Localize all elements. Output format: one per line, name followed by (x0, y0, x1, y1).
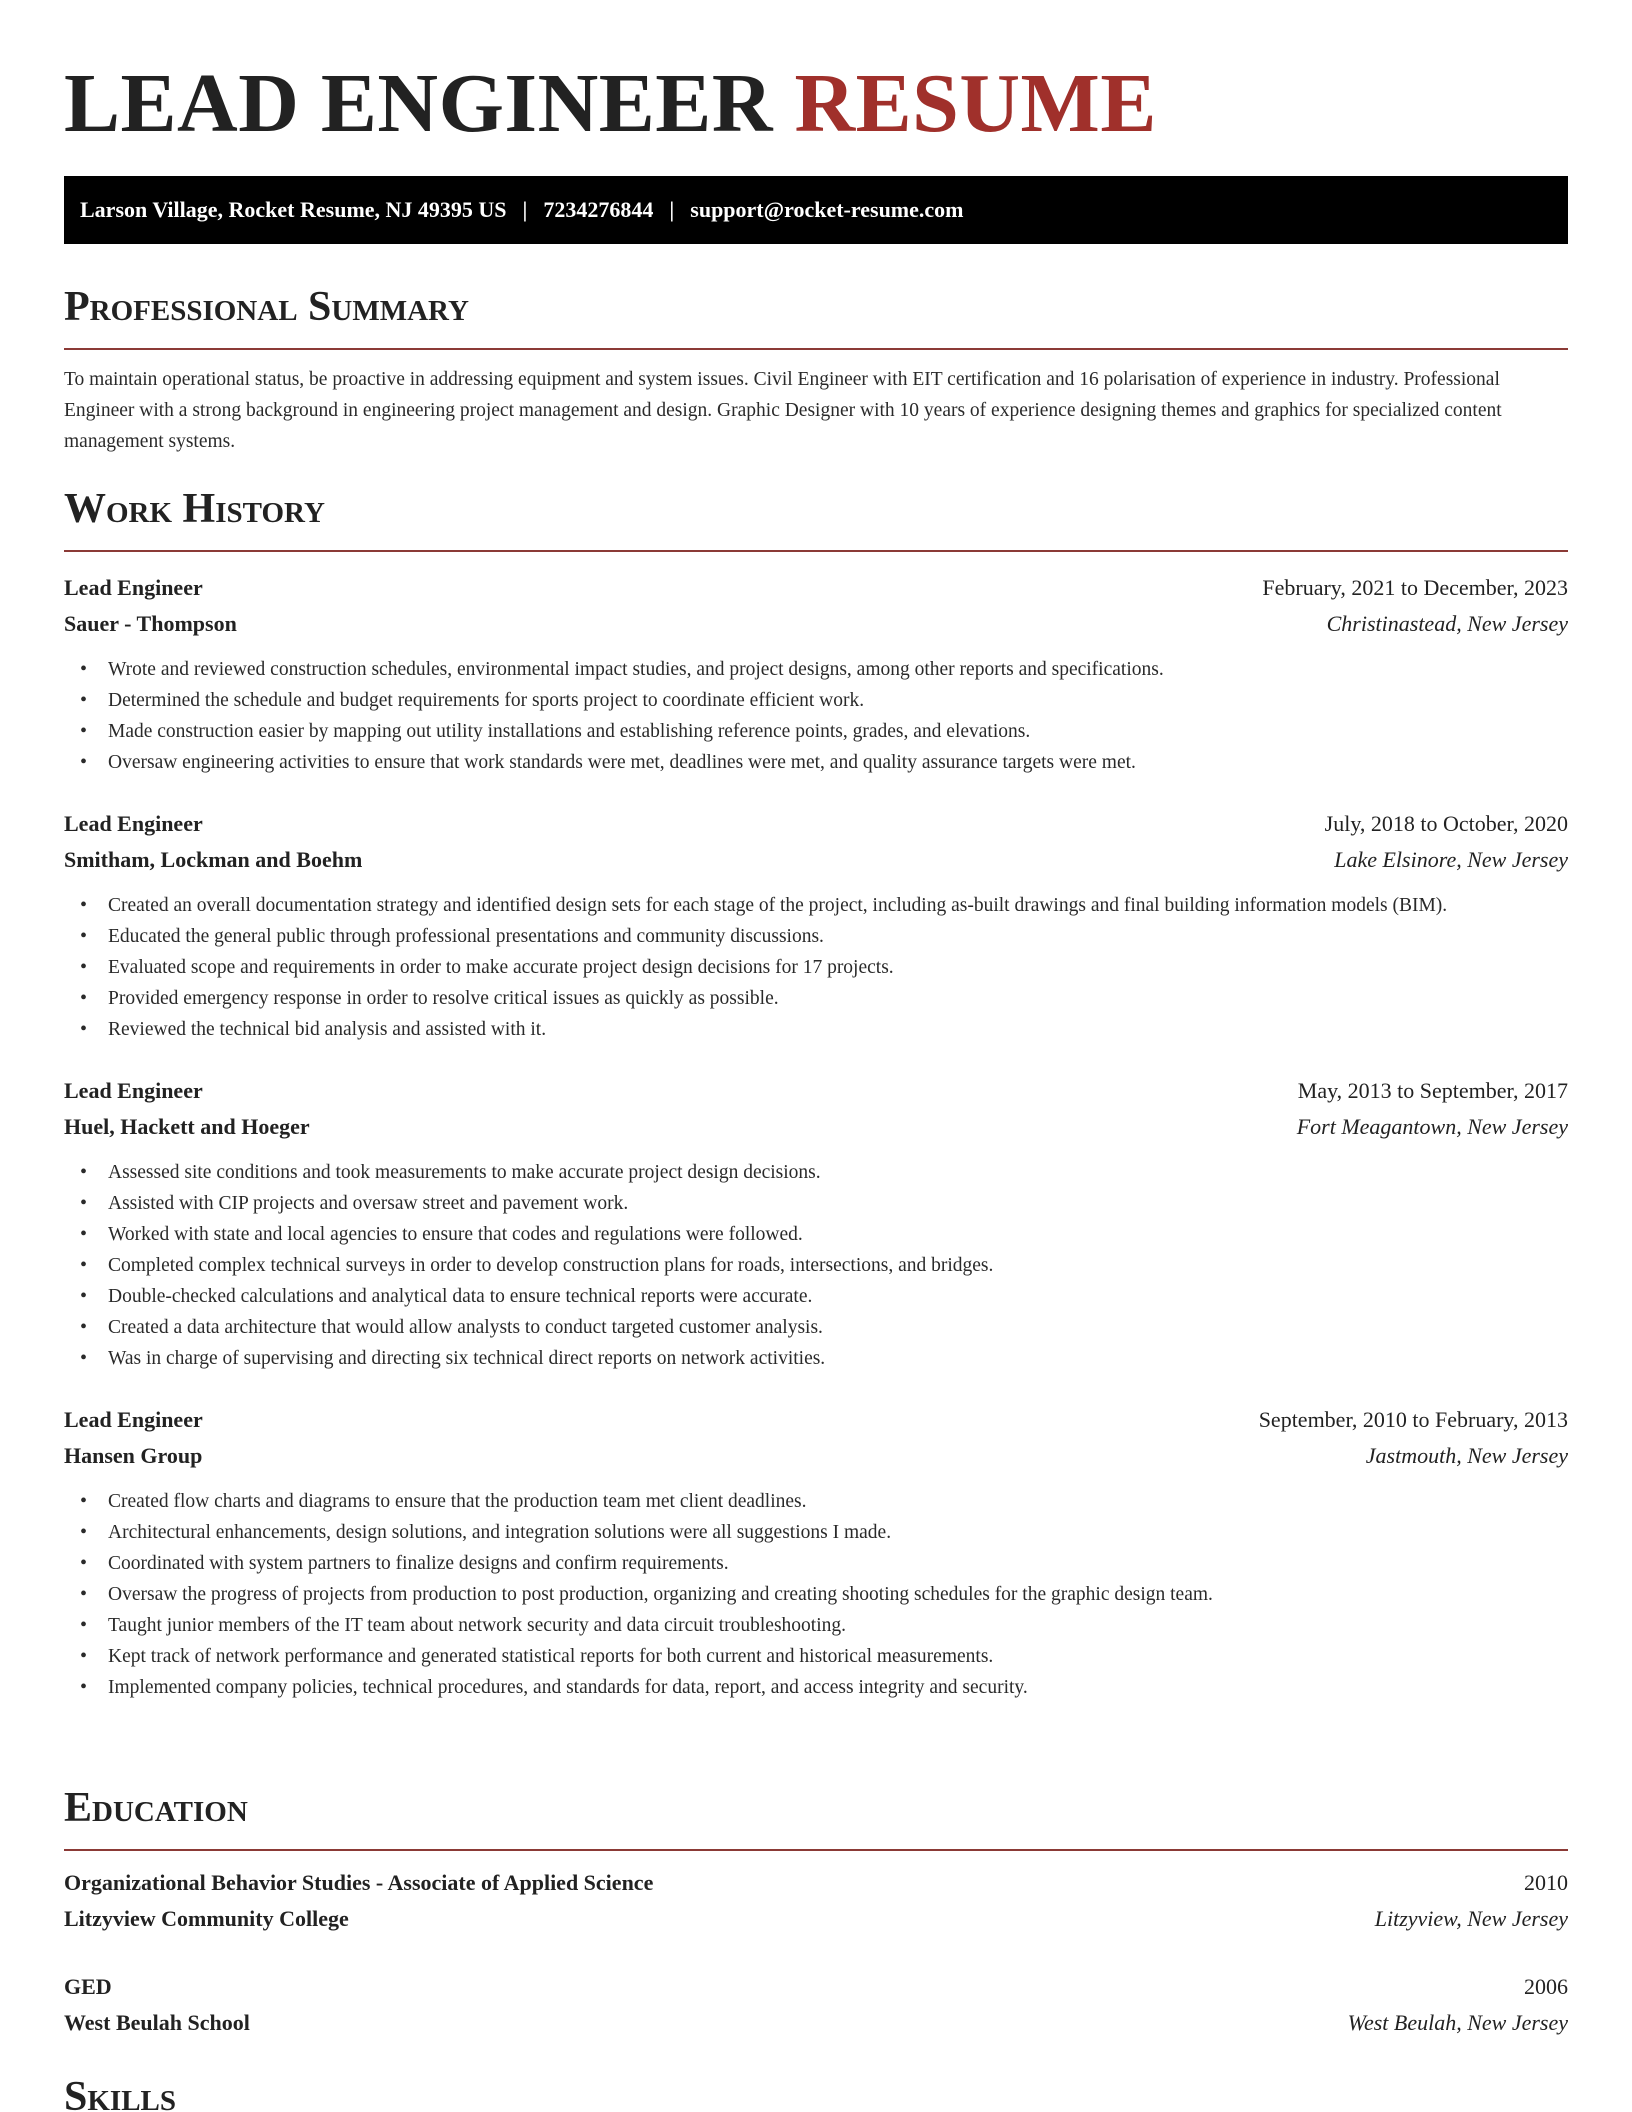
job-company: Smitham, Lockman and Boehm (64, 847, 363, 872)
list-item: • Assessed site conditions and took measurements to make accurate project design decisions. (64, 1157, 1568, 1188)
contact-separator: | (669, 197, 675, 222)
skills-section (64, 2072, 1568, 2112)
list-item: • Created an overall documentation strategy and identified design sets for each stage of the project, including as-built drawings and final building information models (BIM). (64, 890, 1568, 921)
job-company: Huel, Hackett and Hoeger (64, 1114, 310, 1139)
work-history-section (64, 484, 1568, 1703)
work-history-heading: Work History (64, 486, 325, 532)
section-divider (64, 550, 1568, 552)
job-title: Lead Engineer (64, 1078, 203, 1103)
list-item: • Provided emergency response in order to resolve critical issues as quickly as possible. (64, 983, 1568, 1014)
job-dates: May, 2013 to September, 2017 (1297, 1078, 1568, 1103)
job-entry (64, 1073, 1568, 1374)
list-item: • Assisted with CIP projects and oversaw street and pavement work. (64, 1188, 1568, 1219)
list-item: • Evaluated scope and requirements in order to make accurate project design decisions for 17 projects. (64, 952, 1568, 983)
job-location: Lake Elsinore, New Jersey (1334, 847, 1568, 872)
education-school: Litzyview Community College (64, 1906, 349, 1931)
job-entry (64, 1402, 1568, 1703)
contact-email: support@rocket-resume.com (690, 197, 964, 222)
list-item: • Completed complex technical surveys in order to develop construction plans for roads, intersections, and bridges. (64, 1250, 1568, 1281)
list-item: • Created flow charts and diagrams to ensure that the production team met client deadlines. (64, 1486, 1568, 1517)
list-item: • Coordinated with system partners to finalize designs and confirm requirements. (64, 1548, 1568, 1579)
education-year: 2010 (1524, 1870, 1568, 1895)
job-bullets (64, 1157, 1568, 1374)
title-accent: RESUME (794, 57, 1157, 150)
education-year: 2006 (1524, 1974, 1568, 1999)
list-item: • Was in charge of supervising and directing six technical direct reports on network activities. (64, 1343, 1568, 1374)
summary-heading: Professional Summary (64, 284, 469, 330)
education-school: West Beulah School (64, 2010, 250, 2035)
job-bullets (64, 1486, 1568, 1703)
education-degree: Organizational Behavior Studies - Associate of Applied Science (64, 1870, 654, 1895)
job-company: Hansen Group (64, 1443, 203, 1468)
list-item: • Oversaw the progress of projects from production to post production, organizing and creating shooting schedules for the graphic design team. (64, 1579, 1568, 1610)
list-item: • Wrote and reviewed construction schedules, environmental impact studies, and project designs, among other reports and specifications. (64, 654, 1568, 685)
summary-section (64, 282, 1568, 457)
job-entry (64, 570, 1568, 778)
job-dates: September, 2010 to February, 2013 (1258, 1407, 1568, 1432)
skills-heading: Skills (64, 2074, 177, 2112)
job-bullets (64, 654, 1568, 778)
contact-address: Larson Village, Rocket Resume, NJ 49395 US (80, 197, 507, 222)
list-item: • Taught junior members of the IT team about network security and data circuit troubleshooting. (64, 1610, 1568, 1641)
title-main: LEAD ENGINEER (64, 57, 773, 150)
list-item: • Reviewed the technical bid analysis and assisted with it. (64, 1014, 1568, 1045)
contact-separator: | (522, 197, 528, 222)
job-title: Lead Engineer (64, 1407, 203, 1432)
education-heading: Education (64, 1785, 248, 1831)
contact-phone: 7234276844 (543, 197, 654, 222)
list-item: • Oversaw engineering activities to ensure that work standards were met, deadlines were met, and quality assurance targets were met. (64, 747, 1568, 778)
job-dates: February, 2021 to December, 2023 (1262, 575, 1568, 600)
list-item: • Created a data architecture that would allow analysts to conduct targeted customer analysis. (64, 1312, 1568, 1343)
job-title: Lead Engineer (64, 575, 203, 600)
resume-title (64, 56, 1157, 152)
list-item: • Implemented company policies, technical procedures, and standards for data, report, and access integrity and security. (64, 1672, 1568, 1703)
education-location: Litzyview, New Jersey (1374, 1906, 1568, 1931)
list-item: • Architectural enhancements, design solutions, and integration solutions were all suggestions I made. (64, 1517, 1568, 1548)
job-entry (64, 806, 1568, 1045)
section-divider (64, 348, 1568, 350)
list-item: • Worked with state and local agencies to ensure that codes and regulations were followed. (64, 1219, 1568, 1250)
job-dates: July, 2018 to October, 2020 (1324, 811, 1568, 836)
list-item: • Determined the schedule and budget requirements for sports project to coordinate efficient work. (64, 685, 1568, 716)
job-location: Fort Meagantown, New Jersey (1296, 1114, 1568, 1139)
contact-bar (64, 176, 1568, 244)
list-item: • Made construction easier by mapping out utility installations and establishing reference points, grades, and elevations. (64, 716, 1568, 747)
education-location: West Beulah, New Jersey (1347, 2010, 1568, 2035)
job-location: Jastmouth, New Jersey (1365, 1443, 1568, 1468)
education-entry (64, 1865, 1568, 1937)
education-section (64, 1783, 1568, 2041)
summary-text: To maintain operational status, be proactive in addressing equipment and system issues. Civil Engineer with EIT certification and 16 polarisation of experience in industry. Professional Engineer with a strong background in engineering project management and design. Graphic Designer with 10 years of experience designing themes and graphics for specialized content management systems. (64, 369, 1502, 452)
list-item: • Educated the general public through professional presentations and community discussions. (64, 921, 1568, 952)
job-title: Lead Engineer (64, 811, 203, 836)
list-item: • Kept track of network performance and generated statistical reports for both current and historical measurements. (64, 1641, 1568, 1672)
education-degree: GED (64, 1974, 112, 1999)
section-divider (64, 1849, 1568, 1851)
job-company: Sauer - Thompson (64, 611, 237, 636)
job-bullets (64, 890, 1568, 1045)
education-entry (64, 1969, 1568, 2041)
job-location: Christinastead, New Jersey (1326, 611, 1568, 636)
list-item: • Double-checked calculations and analytical data to ensure technical reports were accurate. (64, 1281, 1568, 1312)
